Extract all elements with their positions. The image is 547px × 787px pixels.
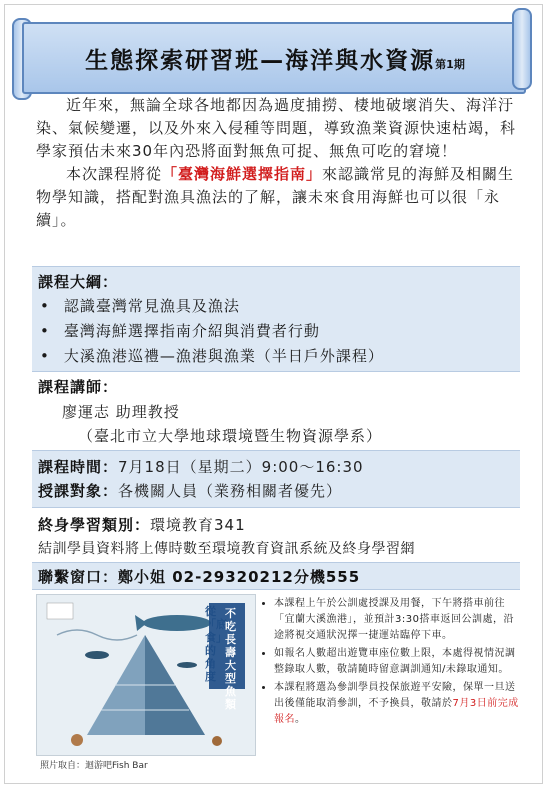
note-deadline: 7月3日前完成報名 <box>274 698 519 725</box>
title-banner <box>12 8 532 96</box>
category-note: 結訓學員資料將上傳時數至環境教育資訊系統及終身學習網 <box>38 541 415 557</box>
teacher-name: 廖運志 助理教授 <box>62 403 180 421</box>
outline-item: • 臺灣海鮮選擇指南介紹與消費者行動 <box>40 319 520 344</box>
time-value: 7月18日（星期二）9:00～16:30 <box>118 458 364 476</box>
intro-p2-highlight: 「臺灣海鮮選擇指南」 <box>162 165 323 183</box>
outline-item: • 大溪漁港巡禮—漁港與漁業（半日戶外課程） <box>40 344 520 369</box>
intro-p2-before: 本次課程將從 <box>66 165 163 183</box>
contact-label: 聯繫窗口： <box>38 568 119 586</box>
intro-paragraph-1: 近年來，無論全球各地都因為過度捕撈、棲地破壞消失、海洋汙染、氣候變遷，以及外來入侵種等問題，導致漁業資源快速枯竭，科學家預估未來30年內恐將面對無魚可捉、無魚可吃的窘境！ <box>36 96 517 160</box>
audience-row <box>38 480 520 501</box>
note-item: • 如報名人數超出遊覽車座位數上限，本處得視情況調整錄取人數，敬請隨時留意調訓通知/未錄取通知。 <box>274 646 524 678</box>
photo-vertical-left: 從「底食」的角度 <box>205 605 227 683</box>
photo-vertical-right: 不吃長壽大型魚類 <box>225 607 236 711</box>
time-section <box>32 450 520 508</box>
page-title <box>30 42 520 75</box>
contact-section <box>32 562 520 590</box>
note-text: 本課程將選為參訓學員投保旅遊平安險，保單一旦送出後僅能取消參訓，不予換員，敬請於 <box>274 682 516 709</box>
issue-label: 第1期 <box>435 58 465 71</box>
notes-section <box>262 596 524 730</box>
photo-credit: 照片取自：迴游吧Fish Bar <box>40 761 148 771</box>
outline-heading: 課程大綱： <box>38 273 119 291</box>
contact-value: 鄭小姐 02-29320212分機555 <box>118 568 361 586</box>
note-item: • 本課程上午於公訓處授課及用餐，下午將搭車前往「宜蘭大溪漁港」，並預計3:30搭車返回公訓處，沿途將視交通狀況擇一捷運站臨停下車。 <box>274 596 524 644</box>
intro-paragraph-2 <box>36 163 522 232</box>
intro-text <box>36 94 522 232</box>
notes-list <box>262 596 524 728</box>
teacher-heading: 課程講師： <box>38 378 119 396</box>
note-tail: 。 <box>295 714 306 725</box>
seafood-pyramid-photo <box>36 594 256 756</box>
time-label: 課程時間： <box>38 458 119 476</box>
category-label: 終身學習類別： <box>38 516 151 534</box>
audience-label: 授課對象： <box>38 482 119 500</box>
time-row <box>38 456 520 477</box>
outline-list <box>32 294 520 369</box>
category-row <box>38 514 520 535</box>
teacher-affiliation: （臺北市立大學地球環境暨生物資源學系） <box>78 427 383 445</box>
category-section <box>32 510 520 560</box>
note-item <box>274 680 524 728</box>
intro-p2-after: 來認識常見的海鮮及相關生物學知識，搭配對漁具漁法的了解，讓未來食用海鮮也可以很「永續」。 <box>36 165 515 229</box>
contact-row <box>38 566 520 587</box>
category-value: 環境教育341 <box>150 516 246 534</box>
outline-section <box>32 266 520 372</box>
outline-item: • 認識臺灣常見漁具及漁法 <box>40 294 520 319</box>
title-text: 生態探索研習班—海洋與水資源 <box>85 48 436 74</box>
audience-value: 各機關人員（業務相關者優先） <box>118 482 343 500</box>
teacher-section <box>32 372 520 444</box>
